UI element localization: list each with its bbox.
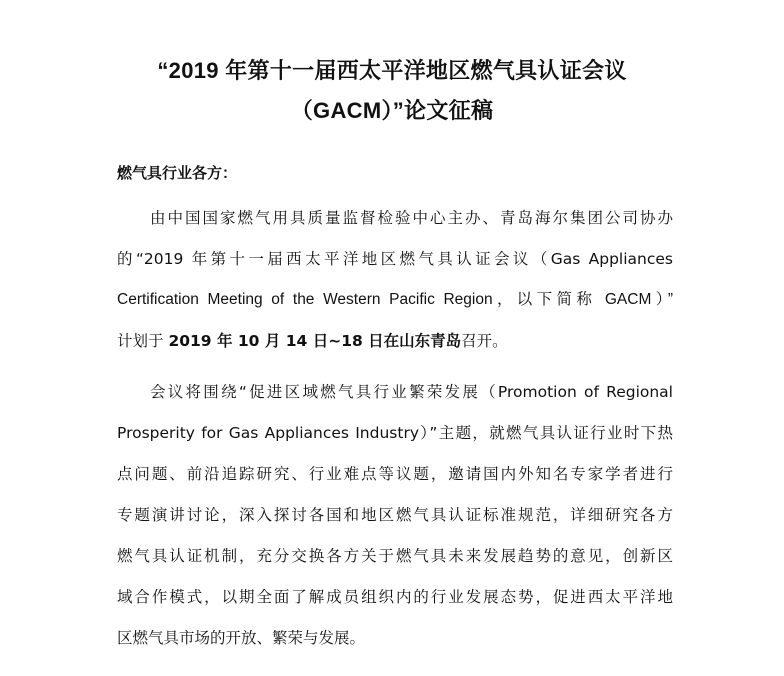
date-location-prefix: 计划于 [117, 332, 164, 350]
document-title-line-2: （GACM）”论文征稿 [290, 98, 494, 123]
paragraph-1-line-1: 由中国国家燃气用具质量监督检验中心主办、青岛海尔集团公司协办 [150, 209, 673, 227]
paragraph-1 [117, 209, 673, 373]
paragraph-2-line-5: 燃气具认证机制，充分交换各方关于燃气具未来发展趋势的意见，创新区 [117, 547, 673, 565]
paragraph-2-line-2: Prosperity for Gas Appliances Industry）”主题，就燃气具认证行业时下热 [117, 424, 673, 442]
document-title-line-1: “2019 年第十一届西太平洋地区燃气具认证会议 [157, 58, 627, 83]
salutation: 燃气具行业各方： [117, 164, 238, 182]
paragraph-2-line-6: 域合作模式，以期全面了解成员组织内的行业发展态势，促进西太平洋地 [117, 588, 673, 606]
paragraph-1-line-4 [117, 332, 673, 350]
date-location-suffix: 召开。 [461, 332, 508, 350]
paragraph-1-line-3: Certification Meeting of the Western Pacific Region，以下简称 GACM）” [117, 291, 673, 308]
paragraph-1-line-2: 的“2019 年第十一届西太平洋地区燃气具认证会议（Gas Appliances [117, 250, 673, 268]
date-location-highlight: 2019 年 10 月 14 日~18 日在山东青岛 [168, 332, 462, 350]
paragraph-2-line-3: 点问题、前沿追踪研究、行业难点等议题，邀请国内外知名专家学者进行 [117, 465, 673, 483]
paragraph-2-line-4: 专题演讲讨论，深入探讨各国和地区燃气具认证标准规范，详细研究各方 [117, 506, 673, 524]
paragraph-2 [117, 383, 673, 670]
paragraph-2-line-7: 区燃气具市场的开放、繁荣与发展。 [117, 629, 366, 647]
paragraph-2-line-1: 会议将围绕“促进区域燃气具行业繁荣发展（Promotion of Regional [150, 383, 673, 401]
